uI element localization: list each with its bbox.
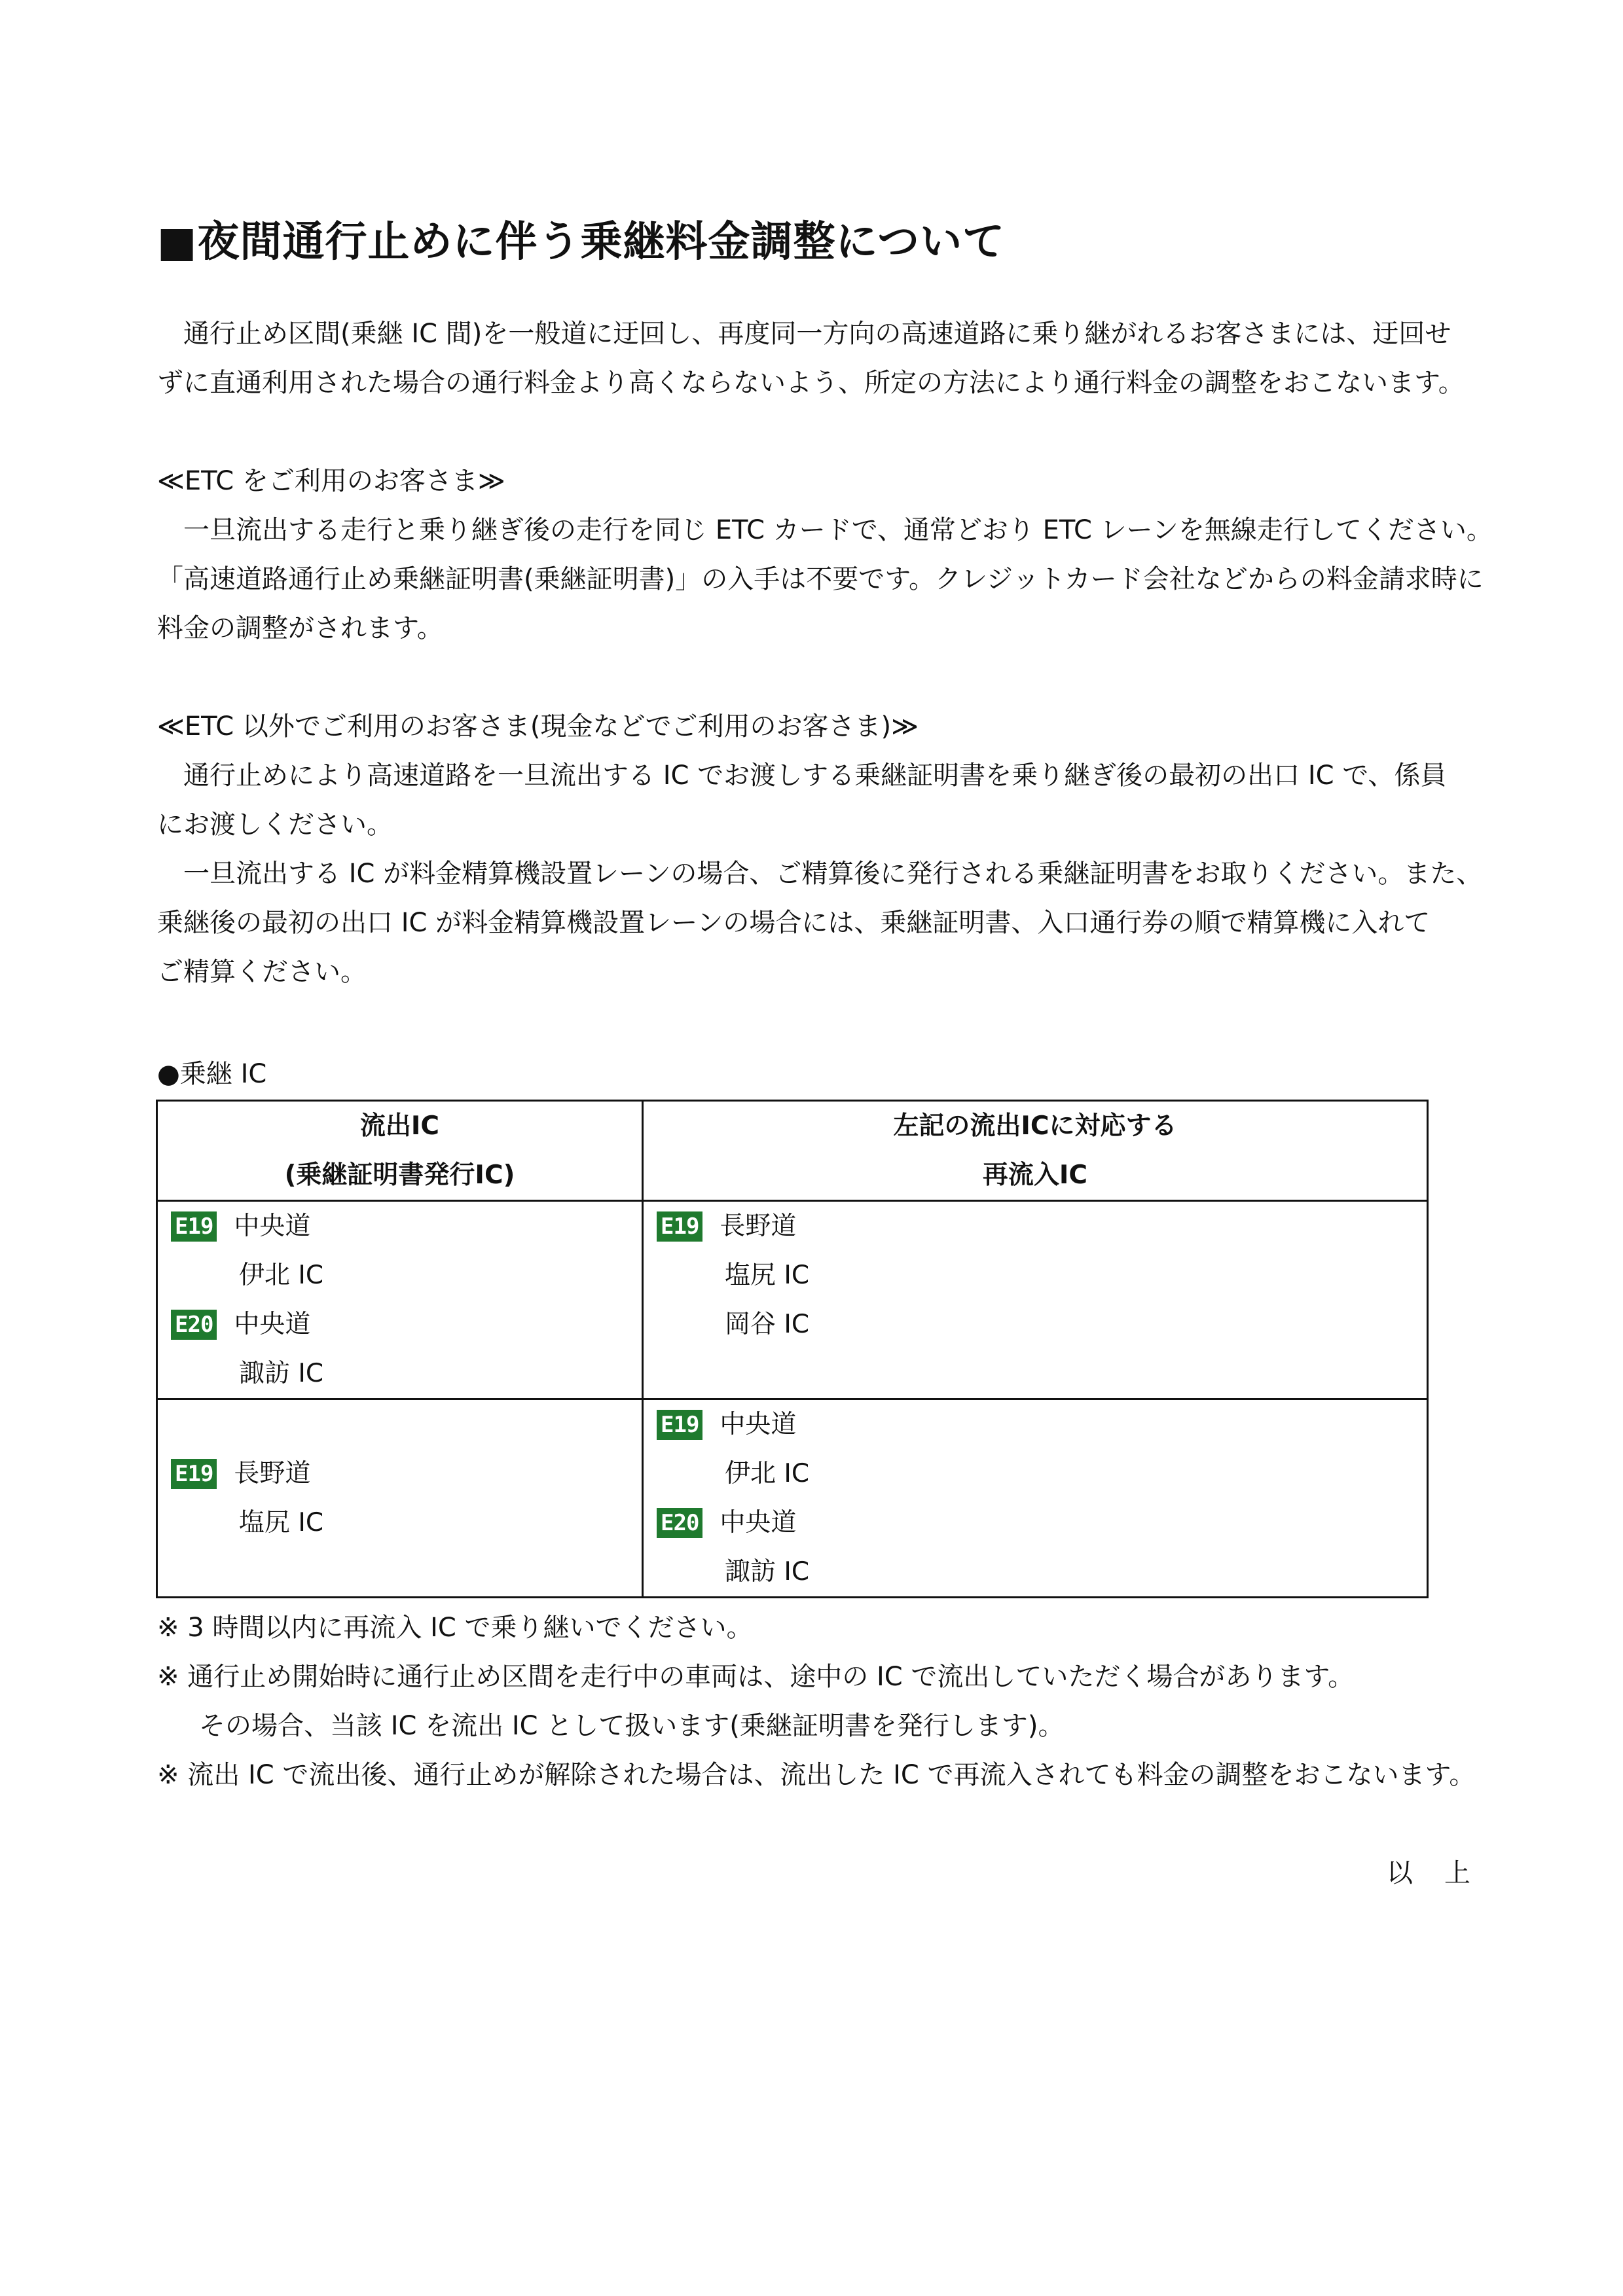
- route-number-badge: E20: [657, 1508, 702, 1538]
- note-line: ※ 3 時間以内に再流入 IC で乗り継いでください。: [157, 1613, 753, 1643]
- reentry-cell: [643, 1399, 1428, 1598]
- route-number-badge: E19: [657, 1211, 702, 1242]
- ic-line: [657, 1300, 1413, 1349]
- ic-line: [171, 1349, 629, 1398]
- note-line: ※ 通行止め開始時に通行止め区間を走行中の車両は、途中の IC で流出していただく場合があります。: [157, 1662, 1355, 1692]
- intro-line: 通行止め区間(乗継 IC 間)を一般道に迂回し、再度同一方向の高速道路に乗り継がれるお客さまには、迂回せ: [157, 319, 1451, 349]
- non-etc-line: にお渡しください。: [157, 810, 393, 840]
- ic-name: 伊北 IC: [239, 1261, 324, 1290]
- outflow-cell: [157, 1399, 643, 1598]
- ic-line: [171, 1449, 629, 1498]
- ic-line: [657, 1349, 1413, 1398]
- header-line: 左記の流出ICに対応する: [893, 1111, 1177, 1141]
- non-etc-line: 一旦流出する IC が料金精算機設置レーンの場合、ご精算後に発行される乗継証明書をお取りください。また、: [157, 859, 1483, 889]
- table-row: [157, 1201, 1428, 1399]
- header-line: 再流入IC: [982, 1160, 1088, 1190]
- ic-name: 塩尻 IC: [725, 1261, 810, 1290]
- ic-section-label: ●乗継 IC: [157, 1059, 267, 1089]
- ic-name: 中央道: [720, 1508, 797, 1537]
- note-line: その場合、当該 IC を流出 IC として扱います(乗継証明書を発行します)。: [199, 1711, 1065, 1741]
- closing-mark: 以 上: [1387, 1858, 1473, 1888]
- ic-line: [171, 1547, 629, 1596]
- note-line: ※ 流出 IC で流出後、通行止めが解除された場合は、流出した IC で再流入されても料金の調整をおこないます。: [157, 1760, 1476, 1790]
- ic-name: 諏訪 IC: [239, 1359, 324, 1388]
- non-etc-line: ご精算ください。: [157, 957, 367, 987]
- ic-name: 岡谷 IC: [725, 1310, 810, 1339]
- body-section: [157, 310, 1493, 997]
- route-number-badge: E19: [657, 1410, 702, 1440]
- ic-name: 塩尻 IC: [239, 1508, 324, 1537]
- header-outflow-ic: [157, 1101, 643, 1201]
- non-etc-heading: ≪ETC 以外でご利用のお客さま(現金などでご利用のお客さま)≫: [157, 711, 919, 742]
- table-row: [157, 1399, 1428, 1598]
- header-line: (乗継証明書発行IC): [284, 1160, 515, 1190]
- ic-name: 中央道: [234, 1310, 311, 1339]
- ic-line: [657, 1202, 1413, 1251]
- ic-line: [657, 1449, 1413, 1498]
- ic-line: [657, 1251, 1413, 1300]
- notes-section: [157, 1604, 1475, 1800]
- ic-table: [156, 1100, 1429, 1598]
- etc-line: 一旦流出する走行と乗り継ぎ後の走行を同じ ETC カードで、通常どおり ETC レーンを無線走行してください。: [157, 515, 1493, 545]
- header-reentry-ic: [643, 1101, 1428, 1201]
- route-number-badge: E19: [171, 1211, 217, 1242]
- table-header-row: [157, 1101, 1428, 1201]
- ic-name: 伊北 IC: [725, 1459, 810, 1488]
- ic-line: [657, 1400, 1413, 1449]
- ic-line: [171, 1251, 629, 1300]
- ic-name: 中央道: [234, 1211, 311, 1241]
- reentry-cell: [643, 1201, 1428, 1399]
- etc-heading: ≪ETC をご利用のお客さま≫: [157, 466, 505, 496]
- etc-line: 「高速道路通行止め乗継証明書(乗継証明書)」の入手は不要です。クレジットカード会社などからの料金請求時に: [157, 564, 1484, 594]
- non-etc-line: 乗継後の最初の出口 IC が料金精算機設置レーンの場合には、乗継証明書、入口通行券の順で精算機に入れて: [157, 908, 1431, 938]
- non-etc-line: 通行止めにより高速道路を一旦流出する IC でお渡しする乗継証明書を乗り継ぎ後の最初の出口 IC で、係員: [157, 761, 1447, 791]
- ic-name: 諏訪 IC: [725, 1557, 810, 1587]
- intro-line: ずに直通利用された場合の通行料金より高くならないよう、所定の方法により通行料金の調整をおこないます。: [157, 368, 1465, 398]
- ic-name: 長野道: [720, 1211, 797, 1241]
- ic-line: [657, 1498, 1413, 1547]
- route-number-badge: E19: [171, 1459, 217, 1489]
- etc-line: 料金の調整がされます。: [157, 613, 443, 643]
- ic-line: [171, 1300, 629, 1349]
- ic-name: 中央道: [720, 1410, 797, 1439]
- ic-name: 長野道: [234, 1459, 311, 1488]
- ic-line: [171, 1400, 629, 1449]
- ic-line: [657, 1547, 1413, 1596]
- route-number-badge: E20: [171, 1310, 217, 1340]
- ic-line: [171, 1202, 629, 1251]
- outflow-cell: [157, 1201, 643, 1399]
- page-title: ■夜間通行止めに伴う乗継料金調整について: [157, 218, 1006, 266]
- ic-line: [171, 1498, 629, 1547]
- header-line: 流出IC: [359, 1111, 440, 1141]
